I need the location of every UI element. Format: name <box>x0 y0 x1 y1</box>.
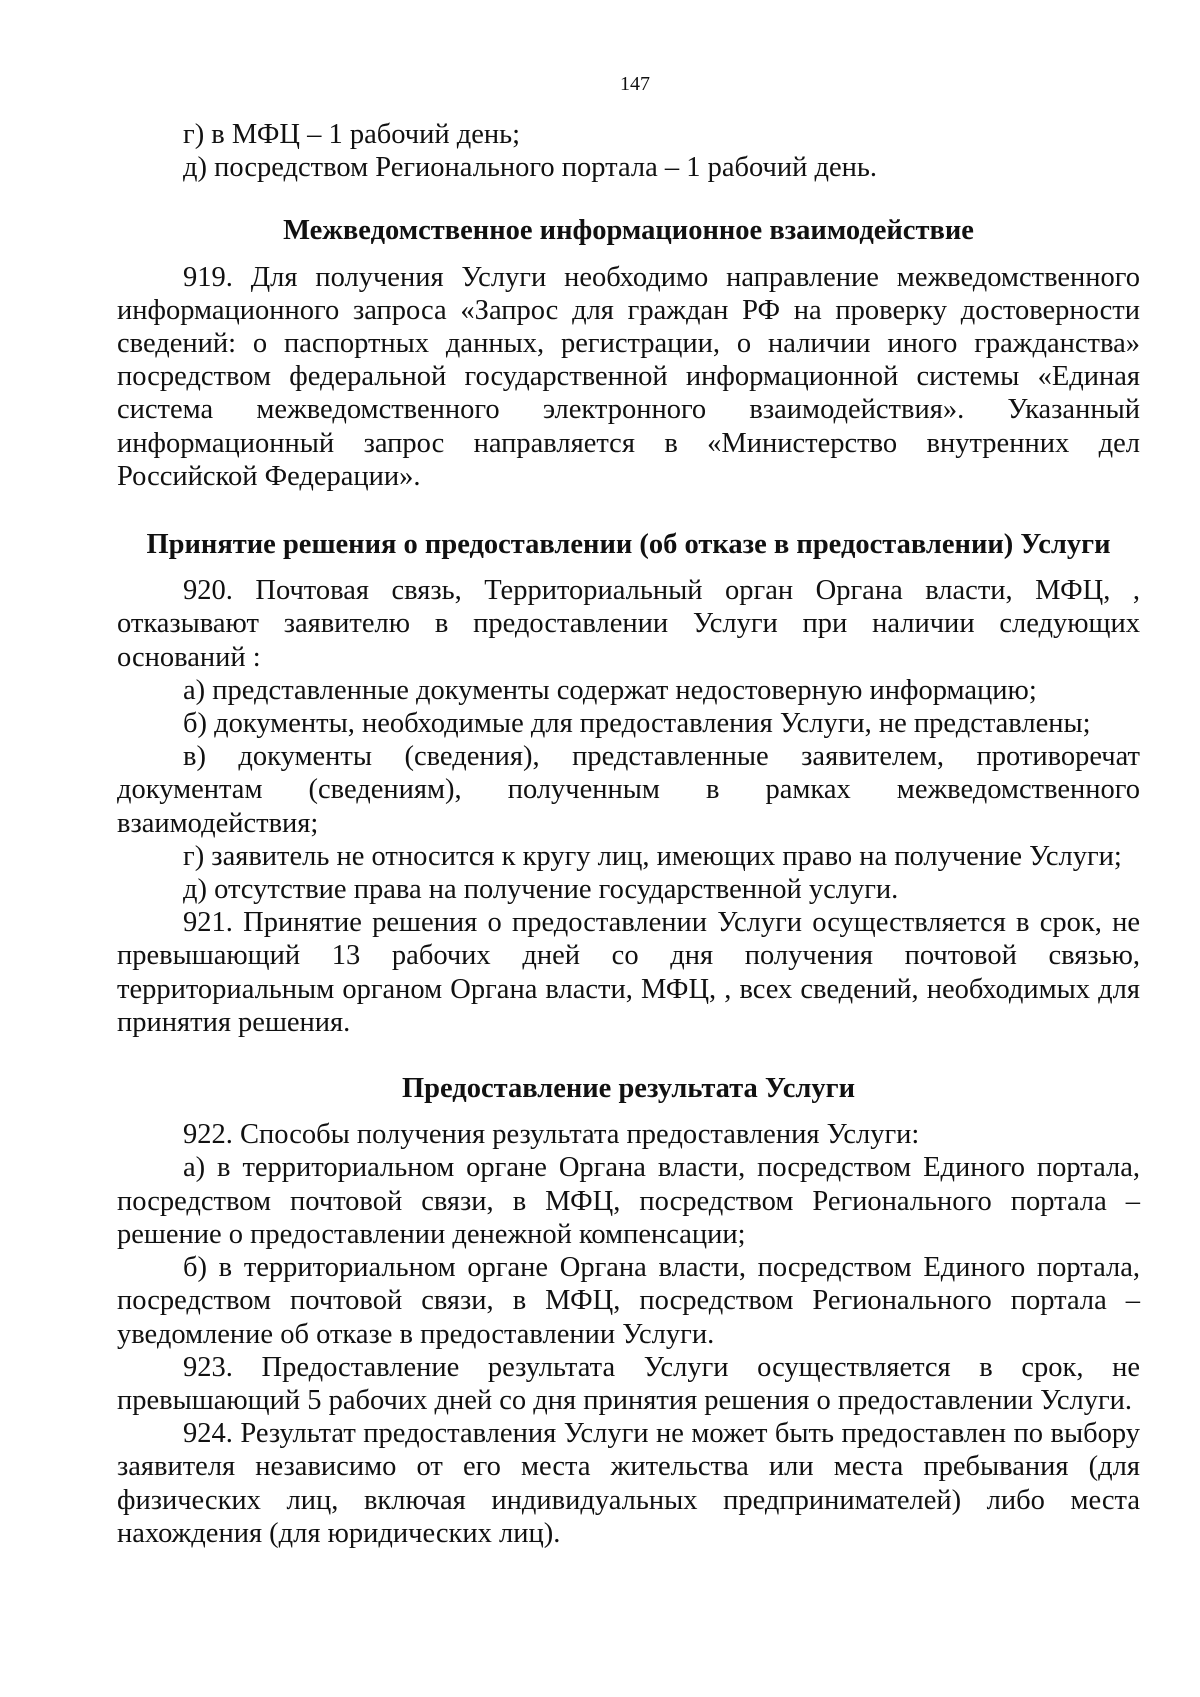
paragraph-920-b: б) документы, необходимые для предоставления Услуги, не представлены; <box>183 708 1091 740</box>
paragraph-920-a: а) представленные документы содержат недостоверную информацию; <box>183 674 1037 706</box>
paragraph-922-b: б) в территориальном органе Органа власти, посредством Единого портала, посредством почтовой связи, в МФЦ, посредством Регионального портала – уведомление об отказе в предоставлении Услуги. <box>117 1252 1140 1350</box>
paragraph-924: 924. Результат предоставления Услуги не может быть предоставлен по выбору заявителя независимо от его места жительства или места пребывания (для физических лиц, включая индивидуальных предпринимателей) либо места нахождения (для юридических лиц). <box>117 1418 1140 1549</box>
paragraph-920-d: д) отсутствие права на получение государственной услуги. <box>183 874 899 906</box>
paragraph-920: 920. Почтовая связь, Территориальный орган Органа власти, МФЦ, , отказывают заявителю в предоставлении Услуги при наличии следующих оснований : <box>117 575 1140 673</box>
paragraph-923: 923. Предоставление результата Услуги осуществляется в срок, не превышающий 5 рабочих дней со дня принятия решения о предоставлении Услуги. <box>117 1351 1140 1416</box>
paragraph-item-g-mfc: г) в МФЦ – 1 рабочий день; <box>183 119 521 150</box>
section-heading-interagency: Межведомственное информационное взаимодействие <box>283 215 974 247</box>
paragraph-921: 921. Принятие решения о предоставлении Услуги осуществляется в срок, не превышающий 13 рабочих дней со дня получения почтовой связью, территориальным органом Органа власти, МФЦ, , всех сведений, необходимых для принятия решения. <box>117 907 1140 1038</box>
section-heading-decision: Принятие решения о предоставлении (об отказе в предоставлении) Услуги <box>146 529 1111 561</box>
section-heading-result: Предоставление результата Услуги <box>401 1073 856 1105</box>
page-number: 147 <box>620 73 650 95</box>
paragraph-920-g: г) заявитель не относится к кругу лиц, имеющих право на получение Услуги; <box>183 840 1122 872</box>
paragraph-922-a: а) в территориальном органе Органа власти, посредством Единого портала, посредством почтовой связи, в МФЦ, посредством Регионального портала – решение о предоставлении денежной компенсации; <box>117 1152 1140 1250</box>
paragraph-919: 919. Для получения Услуги необходимо направление межведомственного информационного запроса «Запрос для граждан РФ на проверку достоверности сведений: о паспортных данных, регистрации, о наличии иного гражданства» посредством федеральной государственной информационной системы «Единая система межведомственного электронного взаимодействия». Указанный информационный запрос направляется в «Министерство внутренних дел Российской Федерации». <box>117 261 1140 492</box>
document-body <box>117 118 1140 1550</box>
paragraph-item-d-regional-portal: д) посредством Регионального портала – 1 рабочий день. <box>183 152 878 184</box>
paragraph-922: 922. Способы получения результата предоставления Услуги: <box>183 1119 920 1151</box>
paragraph-920-v: в) документы (сведения), представленные заявителем, противоречат документам (сведениям), полученным в рамках межведомственного взаимодействия; <box>117 741 1140 839</box>
